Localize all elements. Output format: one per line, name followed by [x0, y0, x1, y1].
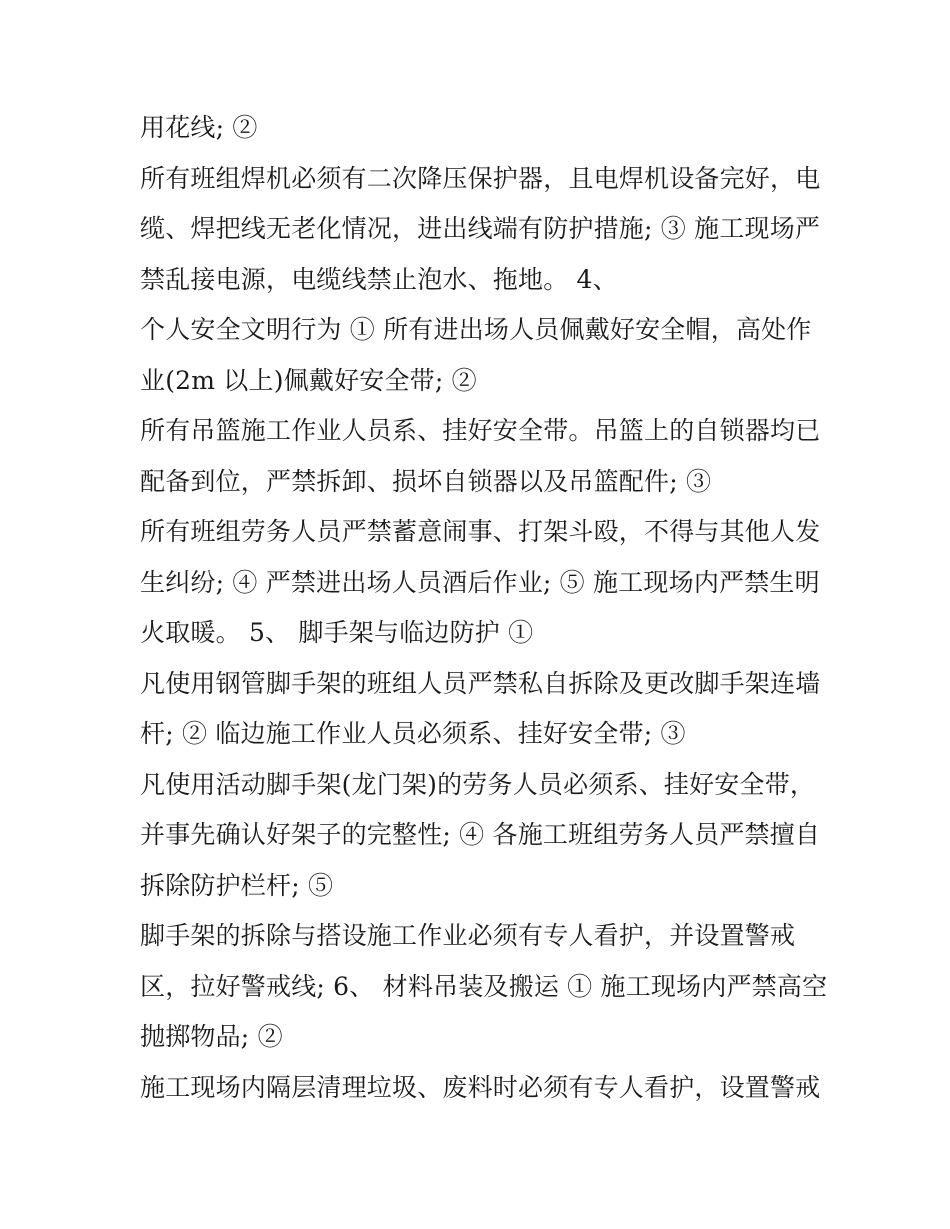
text-line: 凡使用钢管脚手架的班组人员严禁私自拆除及更改脚手架连墙: [140, 668, 821, 698]
text-line: 施工现场内隔层清理垃圾、废料时必须有专人看护，设置警戒: [140, 1072, 821, 1102]
text-line: 业(2m 以上)佩戴好安全带; ②: [140, 365, 477, 395]
text-line: 区，拉好警戒线; 6、 材料吊装及搬运 ① 施工现场内严禁高空: [140, 971, 828, 1001]
text-line: 并事先确认好架子的完整性; ④ 各施工班组劳务人员严禁擅自: [140, 820, 821, 849]
text-line: 脚手架的拆除与搭设施工作业必须有专人看护，并设置警戒: [140, 921, 796, 950]
text-line: 火取暖。 5、 脚手架与临边防护 ①: [140, 618, 534, 647]
text-line: 凡使用活动脚手架(龙门架)的劳务人员必须系、挂好安全带，: [140, 769, 816, 799]
text-line: 生纠纷; ④ 严禁进出场人员酒后作业; ⑤ 施工现场内严禁生明: [140, 567, 820, 597]
text-line: 杆; ② 临边施工作业人员必须系、挂好安全带; ③: [140, 719, 686, 748]
text-line: 用花线; ②: [140, 113, 258, 142]
text-line: 所有班组焊机必须有二次降压保护器，且电焊机设备完好，电: [140, 163, 821, 193]
text-line: 缆、焊把线无老化情况，进出线端有防护措施; ③ 施工现场严: [140, 214, 821, 243]
text-line: 所有吊篮施工作业人员系、挂好安全带。吊篮上的自锁器均已: [140, 416, 821, 445]
text-line: 拆除防护栏杆; ⑤: [140, 870, 334, 900]
text-line: 所有班组劳务人员严禁蓄意闹事、打架斗殴，不得与其他人发: [140, 517, 821, 546]
document-body: [140, 110, 828, 1120]
text-line: 禁乱接电源，电缆线禁止泡水、拖地。 4、: [140, 264, 618, 294]
text-line: 抛掷物品; ②: [140, 1022, 283, 1051]
text-line: 个人安全文明行为 ① 所有进出场人员佩戴好安全帽，高处作: [140, 315, 812, 344]
text-line: 配备到位，严禁拆卸、损坏自锁器以及吊篮配件; ③: [140, 466, 712, 496]
